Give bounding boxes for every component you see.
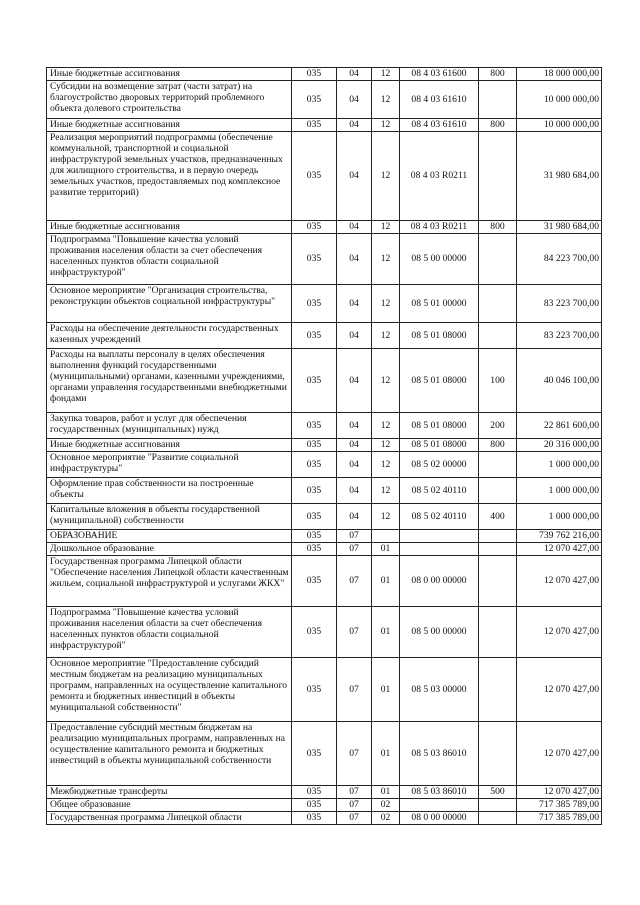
table-row (47, 530, 602, 543)
row-section-code-cell: 07 (337, 556, 372, 607)
table-row (47, 323, 602, 349)
row-section-code-cell: 04 (337, 234, 372, 285)
row-amount-cell: 84 223 700,00 (517, 234, 602, 285)
row-amount-cell: 10 000 000,00 (517, 119, 602, 132)
table-row (47, 478, 602, 504)
row-section-code-cell: 07 (337, 722, 372, 786)
row-subsection-code-cell: 12 (372, 452, 400, 478)
table-row (47, 799, 602, 812)
table-row (47, 439, 602, 452)
row-target-article-cell (400, 543, 479, 556)
row-name-cell: Основное мероприятие "Организация строительства, реконструкции объектов социальной инфраструктуры" (47, 285, 292, 323)
row-target-article-cell: 08 5 03 86010 (400, 722, 479, 786)
table-row (47, 722, 602, 786)
row-expense-type-cell (479, 285, 517, 323)
row-name-cell: Общее образование (47, 799, 292, 812)
row-ved-code-cell: 035 (292, 132, 337, 221)
row-expense-type-cell (479, 132, 517, 221)
row-ved-code-cell: 035 (292, 285, 337, 323)
row-expense-type-cell: 200 (479, 413, 517, 439)
row-expense-type-cell (479, 478, 517, 504)
row-section-code-cell: 04 (337, 478, 372, 504)
row-target-article-cell: 08 5 03 86010 (400, 786, 479, 799)
row-target-article-cell: 08 5 02 40110 (400, 504, 479, 530)
row-expense-type-cell (479, 323, 517, 349)
row-section-code-cell: 04 (337, 221, 372, 234)
row-ved-code-cell: 035 (292, 323, 337, 349)
row-subsection-code-cell: 12 (372, 504, 400, 530)
row-ved-code-cell: 035 (292, 722, 337, 786)
table-row (47, 119, 602, 132)
row-amount-cell: 20 316 000,00 (517, 439, 602, 452)
row-expense-type-cell: 800 (479, 221, 517, 234)
row-amount-cell: 10 000 000,00 (517, 81, 602, 119)
row-subsection-code-cell: 12 (372, 68, 400, 81)
row-amount-cell: 12 070 427,00 (517, 607, 602, 658)
row-amount-cell: 1 000 000,00 (517, 452, 602, 478)
row-subsection-code-cell: 01 (372, 786, 400, 799)
row-amount-cell: 40 046 100,00 (517, 349, 602, 413)
row-name-cell: Подпрограмма "Повышение качества условий проживания населения области за счет обеспечения населенных пунктов области социальной инфраструктурой" (47, 234, 292, 285)
row-name-cell: Расходы на обеспечение деятельности государственных казенных учреждений (47, 323, 292, 349)
row-ved-code-cell: 035 (292, 452, 337, 478)
row-ved-code-cell: 035 (292, 68, 337, 81)
row-amount-cell: 31 980 684,00 (517, 221, 602, 234)
row-name-cell: Межбюджетные трансферты (47, 786, 292, 799)
row-ved-code-cell: 035 (292, 607, 337, 658)
row-expense-type-cell (479, 722, 517, 786)
row-expense-type-cell: 100 (479, 349, 517, 413)
row-target-article-cell (400, 530, 479, 543)
row-amount-cell: 12 070 427,00 (517, 786, 602, 799)
row-expense-type-cell (479, 234, 517, 285)
row-target-article-cell: 08 5 01 08000 (400, 439, 479, 452)
table-row (47, 81, 602, 119)
row-expense-type-cell (479, 543, 517, 556)
row-target-article-cell: 08 5 01 08000 (400, 349, 479, 413)
row-section-code-cell: 04 (337, 285, 372, 323)
row-ved-code-cell: 035 (292, 543, 337, 556)
row-amount-cell: 83 223 700,00 (517, 323, 602, 349)
table-row (47, 413, 602, 439)
row-ved-code-cell: 035 (292, 478, 337, 504)
row-section-code-cell: 04 (337, 439, 372, 452)
row-subsection-code-cell: 01 (372, 607, 400, 658)
row-name-cell: ОБРАЗОВАНИЕ (47, 530, 292, 543)
row-name-cell: Реализация мероприятий подпрограммы (обеспечение коммунальной, транспортной и социальной инфраструктурой земельных участков, предназначенных для жилищного строительства, и в первую очередь земельных участков, предоставляемых под комплексное развитие территорий) (47, 132, 292, 221)
row-amount-cell: 12 070 427,00 (517, 556, 602, 607)
row-ved-code-cell: 035 (292, 413, 337, 439)
row-target-article-cell: 08 4 03 61610 (400, 119, 479, 132)
row-ved-code-cell: 035 (292, 786, 337, 799)
row-expense-type-cell (479, 799, 517, 812)
row-amount-cell: 1 000 000,00 (517, 478, 602, 504)
row-target-article-cell: 08 5 01 00000 (400, 285, 479, 323)
row-amount-cell: 1 000 000,00 (517, 504, 602, 530)
table-row (47, 658, 602, 722)
row-subsection-code-cell: 12 (372, 285, 400, 323)
row-name-cell: Иные бюджетные ассигнования (47, 68, 292, 81)
row-section-code-cell: 04 (337, 504, 372, 530)
row-ved-code-cell: 035 (292, 799, 337, 812)
row-target-article-cell: 08 5 01 08000 (400, 323, 479, 349)
row-section-code-cell: 04 (337, 323, 372, 349)
row-amount-cell: 83 223 700,00 (517, 285, 602, 323)
row-section-code-cell: 07 (337, 799, 372, 812)
row-name-cell: Иные бюджетные ассигнования (47, 439, 292, 452)
row-target-article-cell: 08 4 03 R0211 (400, 221, 479, 234)
row-name-cell: Подпрограмма "Повышение качества условий проживания населения области за счет обеспечения населенных пунктов области социальной инфраструктурой" (47, 607, 292, 658)
row-name-cell: Иные бюджетные ассигнования (47, 221, 292, 234)
row-amount-cell: 31 980 684,00 (517, 132, 602, 221)
row-target-article-cell: 08 5 00 00000 (400, 607, 479, 658)
row-section-code-cell: 07 (337, 607, 372, 658)
row-target-article-cell: 08 0 00 00000 (400, 556, 479, 607)
row-section-code-cell: 04 (337, 132, 372, 221)
row-target-article-cell: 08 5 03 00000 (400, 658, 479, 722)
row-subsection-code-cell: 02 (372, 799, 400, 812)
row-amount-cell: 18 000 000,00 (517, 68, 602, 81)
row-subsection-code-cell: 12 (372, 323, 400, 349)
row-name-cell: Расходы на выплаты персоналу в целях обеспечения выполнения функций государственными (муниципальными) органами, казенными учреждениями, органами управления государственными внебюджетными фондами (47, 349, 292, 413)
row-expense-type-cell: 500 (479, 786, 517, 799)
row-ved-code-cell: 035 (292, 81, 337, 119)
row-expense-type-cell (479, 556, 517, 607)
row-target-article-cell: 08 5 02 40110 (400, 478, 479, 504)
row-subsection-code-cell: 12 (372, 413, 400, 439)
row-name-cell: Капитальные вложения в объекты государственной (муниципальной) собственности (47, 504, 292, 530)
row-subsection-code-cell: 12 (372, 439, 400, 452)
row-name-cell: Основное мероприятие "Предоставление субсидий местным бюджетам на реализацию муниципальных программ, направленных на осуществление капитального ремонта и бюджетных инвестиций в объекты муниципальной собственности" (47, 658, 292, 722)
row-amount-cell: 12 070 427,00 (517, 543, 602, 556)
row-subsection-code-cell: 01 (372, 543, 400, 556)
table-row (47, 349, 602, 413)
row-expense-type-cell (479, 530, 517, 543)
row-name-cell: Основное мероприятие "Развитие социальной инфраструктуры" (47, 452, 292, 478)
row-target-article-cell: 08 5 00 00000 (400, 234, 479, 285)
row-target-article-cell (400, 799, 479, 812)
row-section-code-cell: 04 (337, 349, 372, 413)
row-name-cell: Закупка товаров, работ и услуг для обеспечения государственных (муниципальных) нужд (47, 413, 292, 439)
row-section-code-cell: 04 (337, 119, 372, 132)
row-subsection-code-cell (372, 530, 400, 543)
row-subsection-code-cell: 12 (372, 132, 400, 221)
row-subsection-code-cell: 01 (372, 658, 400, 722)
row-ved-code-cell: 035 (292, 234, 337, 285)
budget-table-body (47, 68, 602, 825)
row-name-cell: Иные бюджетные ассигнования (47, 119, 292, 132)
row-ved-code-cell: 035 (292, 658, 337, 722)
row-section-code-cell: 07 (337, 658, 372, 722)
row-ved-code-cell: 035 (292, 221, 337, 234)
row-ved-code-cell: 035 (292, 119, 337, 132)
row-section-code-cell: 04 (337, 452, 372, 478)
row-name-cell: Государственная программа Липецкой области "Обеспечение населения Липецкой области качественным жильем, социальной инфраструктурой и услугами ЖКХ" (47, 556, 292, 607)
row-ved-code-cell: 035 (292, 530, 337, 543)
row-subsection-code-cell: 12 (372, 478, 400, 504)
row-subsection-code-cell: 12 (372, 119, 400, 132)
table-row (47, 607, 602, 658)
row-ved-code-cell: 035 (292, 556, 337, 607)
row-amount-cell: 717 385 789,00 (517, 812, 602, 825)
row-name-cell: Государственная программа Липецкой области (47, 812, 292, 825)
row-section-code-cell: 04 (337, 413, 372, 439)
row-target-article-cell: 08 4 03 R0211 (400, 132, 479, 221)
row-expense-type-cell: 800 (479, 439, 517, 452)
row-section-code-cell: 04 (337, 68, 372, 81)
row-target-article-cell: 08 0 00 00000 (400, 812, 479, 825)
row-ved-code-cell: 035 (292, 504, 337, 530)
table-row (47, 543, 602, 556)
row-expense-type-cell (479, 812, 517, 825)
row-expense-type-cell: 800 (479, 68, 517, 81)
row-subsection-code-cell: 12 (372, 221, 400, 234)
table-row (47, 812, 602, 825)
row-name-cell: Оформление прав собственности на построенные объекты (47, 478, 292, 504)
row-expense-type-cell (479, 658, 517, 722)
row-target-article-cell: 08 5 02 00000 (400, 452, 479, 478)
row-expense-type-cell (479, 81, 517, 119)
row-subsection-code-cell: 01 (372, 722, 400, 786)
row-target-article-cell: 08 4 03 61610 (400, 81, 479, 119)
row-expense-type-cell: 800 (479, 119, 517, 132)
row-subsection-code-cell: 01 (372, 556, 400, 607)
row-section-code-cell: 04 (337, 81, 372, 119)
table-row (47, 285, 602, 323)
row-subsection-code-cell: 12 (372, 349, 400, 413)
row-amount-cell: 739 762 216,00 (517, 530, 602, 543)
row-amount-cell: 12 070 427,00 (517, 722, 602, 786)
row-amount-cell: 22 861 600,00 (517, 413, 602, 439)
row-expense-type-cell: 400 (479, 504, 517, 530)
row-section-code-cell: 07 (337, 543, 372, 556)
row-ved-code-cell: 035 (292, 439, 337, 452)
row-target-article-cell: 08 5 01 08000 (400, 413, 479, 439)
row-ved-code-cell: 035 (292, 812, 337, 825)
row-subsection-code-cell: 02 (372, 812, 400, 825)
table-row (47, 234, 602, 285)
row-expense-type-cell (479, 607, 517, 658)
row-name-cell: Субсидии на возмещение затрат (части затрат) на благоустройство дворовых территорий проблемного объекта долевого строительства (47, 81, 292, 119)
row-section-code-cell: 07 (337, 812, 372, 825)
row-name-cell: Дошкольное образование (47, 543, 292, 556)
table-row (47, 68, 602, 81)
budget-table (46, 67, 602, 825)
row-name-cell: Предоставление субсидий местным бюджетам на реализацию муниципальных программ, направленных на осуществление капитального ремонта и бюджетных инвестиций в объекты муниципальной собственности (47, 722, 292, 786)
row-amount-cell: 717 385 789,00 (517, 799, 602, 812)
row-target-article-cell: 08 4 03 61600 (400, 68, 479, 81)
row-section-code-cell: 07 (337, 786, 372, 799)
row-ved-code-cell: 035 (292, 349, 337, 413)
row-expense-type-cell (479, 452, 517, 478)
row-subsection-code-cell: 12 (372, 234, 400, 285)
table-row (47, 452, 602, 478)
table-row (47, 786, 602, 799)
table-row (47, 221, 602, 234)
table-row (47, 556, 602, 607)
table-row (47, 132, 602, 221)
row-section-code-cell: 07 (337, 530, 372, 543)
row-subsection-code-cell: 12 (372, 81, 400, 119)
row-amount-cell: 12 070 427,00 (517, 658, 602, 722)
table-row (47, 504, 602, 530)
